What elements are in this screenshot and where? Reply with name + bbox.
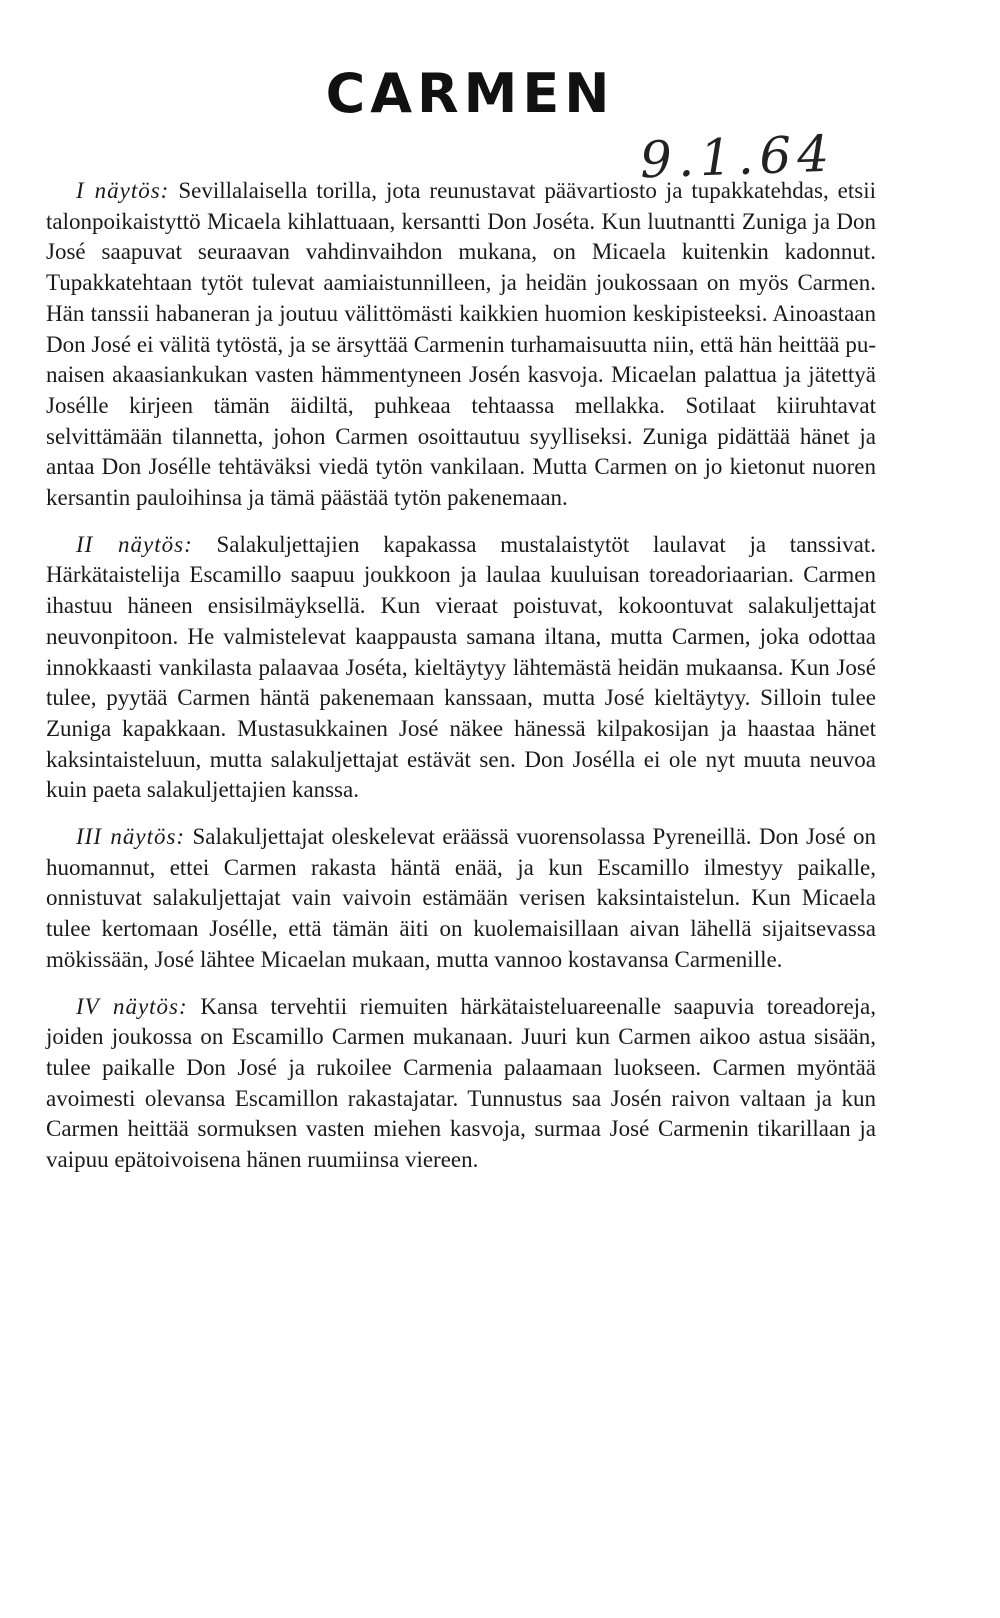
document-title: CARMEN (325, 62, 615, 125)
synopsis-body (46, 176, 876, 1192)
act-1-label: I näytös: (76, 178, 170, 203)
act-4-label: IV näytös: (76, 993, 188, 1019)
handwritten-date-note: 9.1.64 (639, 124, 836, 190)
act-4-text: Kansa tervehtii riemuiten härkätaisteluareenalle saapuvia toreadoreja, joiden joukossa on Escamillo Carmen mukanaan. Juuri kun Carmen aikoo astua sisään, tulee paikalle Don José ja rukoilee Carmenia palaamaan luokseen. Carmen myöntää avoimesti olevansa Escamillon rakastajatar. Tunnustus saa Josén raivon valtaan ja kun Carmen heittää sormuksen vasten miehen kasvoja, surmaa José Carmenin tikarillaan ja vaipuu epätoivoisena hänen ruumiinsa viereen. (46, 993, 876, 1173)
act-1-paragraph (46, 176, 876, 514)
act-2-label: II näytös: (76, 531, 193, 557)
act-3-paragraph (46, 822, 876, 976)
act-2-paragraph (46, 530, 876, 806)
act-2-text: Salakuljettajien kapakassa mustalaistytöt laulavat ja tanssivat. Härkätaistelija Escamillo saapuu joukkoon ja laulaa kuuluisan toreadoriaarian. Carmen ihastuu häneen ensisilmäyksellä. Kun vieraat poistuvat, kokoontuvat salakuljettajat neuvonpitoon. He valmistelevat kaappausta samana iltana, mutta Carmen, joka odottaa innokkaasti vankilasta palaavaa Joséta, kieltäytyy lähtemästä heidän mukaansa. Kun José tulee, pyytää Carmen häntä pakenemaan kanssaan, mutta José kieltäytyy. Silloin tulee Zuniga kapakkaan. Mustasukkainen José näkee hänessä kilpakosijan ja haastaa hänet kaksintaisteluun, mutta salakuljettajat estävät sen. Don Josélla ei ole nyt muuta neuvoa kuin paeta salakuljettajien kanssa. (46, 531, 877, 803)
act-1-text: Sevillalaisella torilla, jota reunustavat päävartiosto ja tupakkatehdas, etsii talonpoikaistyttö Micaela kihlattuaan, kersantti Don Joséta. Kun luutnantti Zuniga ja Don José saapuvat seuraavan vahdinvaihdon mukana, on Micaela kuitenkin kadonnut. Tupakkatehtaan tytöt tulevat aamiaistunnilleen, ja heidän joukossaan on myös Carmen. Hän tanssii habaneran ja joutuu välittömästi kaikkien huomion keskipisteeksi. Ainoastaan Don José ei välitä tytöstä, ja se ärsyttää Carmenin turhamaisuutta niin, että hän heittää punaisen akaasiankukan vasten hämmentyneen Josén kasvoja. Micaelan palattua ja jätettyä Josélle kirjeen tämän äidiltä, puhkeaa tehtaassa mellakka. Sotilaat kiiruhtavat selvittämään tilannetta, johon Carmen osoittautuu syylliseksi. Zuniga pidättää hänet ja antaa Don Josélle tehtäväksi viedä tytön vankilaan. Mutta Carmen on jo kietonut nuoren kersantin pauloihinsa ja tämä päästää tytön pakenemaan. (46, 178, 876, 511)
act-3-label: III näytös: (76, 824, 186, 850)
act-3-text: Salakuljettajat oleskelevat eräässä vuorensolassa Pyreneillä. Don José on huomannut, ettei Carmen rakasta häntä enää, ja kun Escamillo ilmestyy paikalle, onnistuvat salakuljettajat vain vaivoin estämään verisen kaksintaistelun. Kun Micaela tulee kertomaan Josélle, että tämän äiti on kuolemaisillaan aivan lähellä sijaitsevassa mökissään, José lähtee Micaelan mukaan, mutta vannoo kostavansa Carmenille. (46, 824, 876, 972)
act-4-paragraph (46, 992, 876, 1176)
